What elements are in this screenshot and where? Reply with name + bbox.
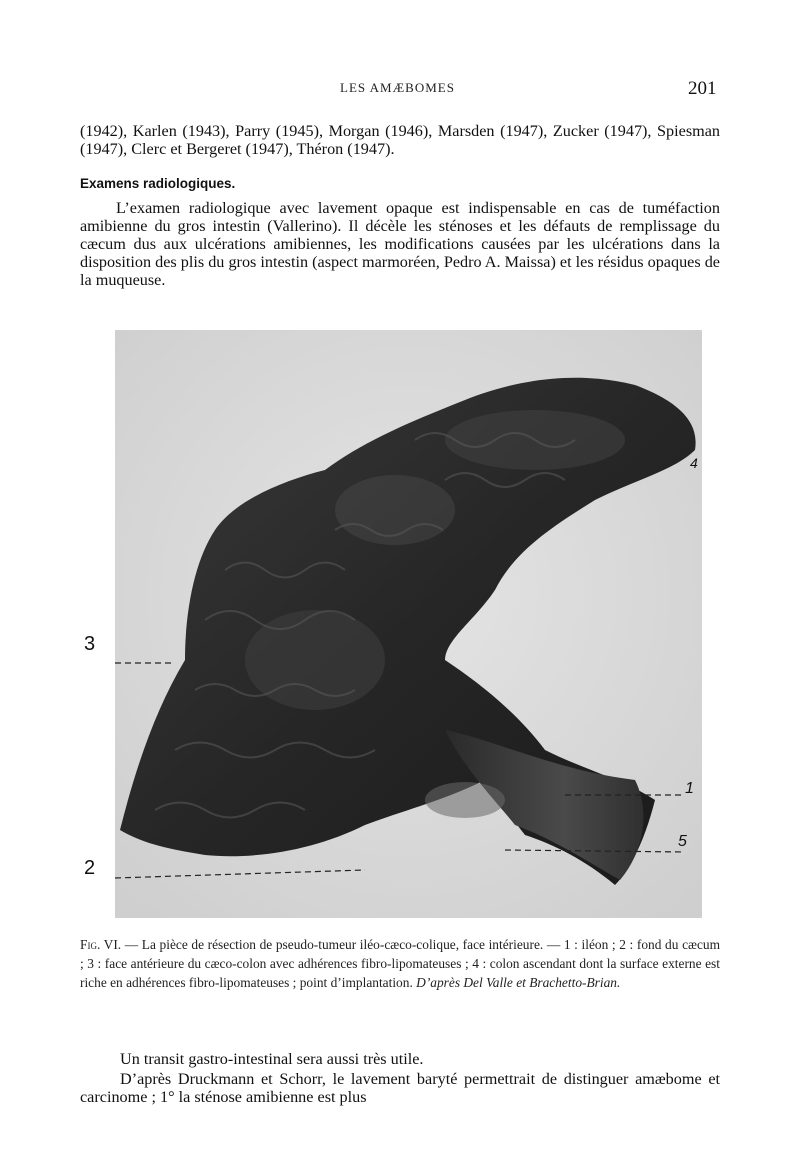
figure-caption bbox=[80, 935, 720, 992]
page-number: 201 bbox=[688, 78, 717, 99]
resection-specimen-photograph bbox=[115, 330, 702, 918]
figure-marker-3: 3 bbox=[84, 633, 96, 655]
radiology-paragraph: L’examen radiologique avec lavement opaque est indispensable en cas de tuméfaction amibienne du gros intestin (Vallerino). Il décèle les sténoses et les défauts de remplissage du cæcum dus aux ulcérations amibiennes, les modifications causées par les ulcérations dans la disposition des plis du gros intestin (aspect marmoréen, Pedro A. Maissa) et les résidus opaques de la muqueuse. bbox=[80, 199, 720, 289]
figure-marker-4: 4 bbox=[690, 455, 698, 471]
section-heading: Examens radiologiques. bbox=[80, 176, 236, 191]
figure-marker-1: 1 bbox=[685, 780, 694, 797]
specimen-image bbox=[115, 330, 702, 918]
druckmann-paragraph: D’après Druckmann et Schorr, le lavement baryté permettrait de distinguer amæbome et carcinome ; 1° la sténose amibienne est plus bbox=[80, 1070, 720, 1106]
figure-caption-text: — La pièce de résection de pseudo-tumeur iléo-cæco-colique, face intérieure. — 1 : iléon ; 2 : fond du cæcum ; 3 : face antérieure du cæco-colon avec adhérences fibro-lipomateuses ; 4 : colon ascendant dont la surface externe est riche en adhérences fibro-lipomateuses ; point d’implantation. bbox=[80, 937, 720, 990]
running-title: LES AMÆBOMES bbox=[340, 80, 455, 95]
figure-marker-5: 5 bbox=[678, 833, 687, 850]
transit-paragraph: Un transit gastro-intestinal sera aussi très utile. bbox=[120, 1050, 424, 1068]
references-paragraph: (1942), Karlen (1943), Parry (1945), Morgan (1946), Marsden (1947), Zucker (1947), Spiesman (1947), Clerc et Bergeret (1947), Théron (1947). bbox=[80, 122, 720, 158]
figure-marker-2: 2 bbox=[84, 857, 96, 879]
figure-credit: D’après Del Valle et Brachetto-Brian. bbox=[416, 975, 621, 990]
figure-label: Fig. VI. bbox=[80, 937, 122, 952]
